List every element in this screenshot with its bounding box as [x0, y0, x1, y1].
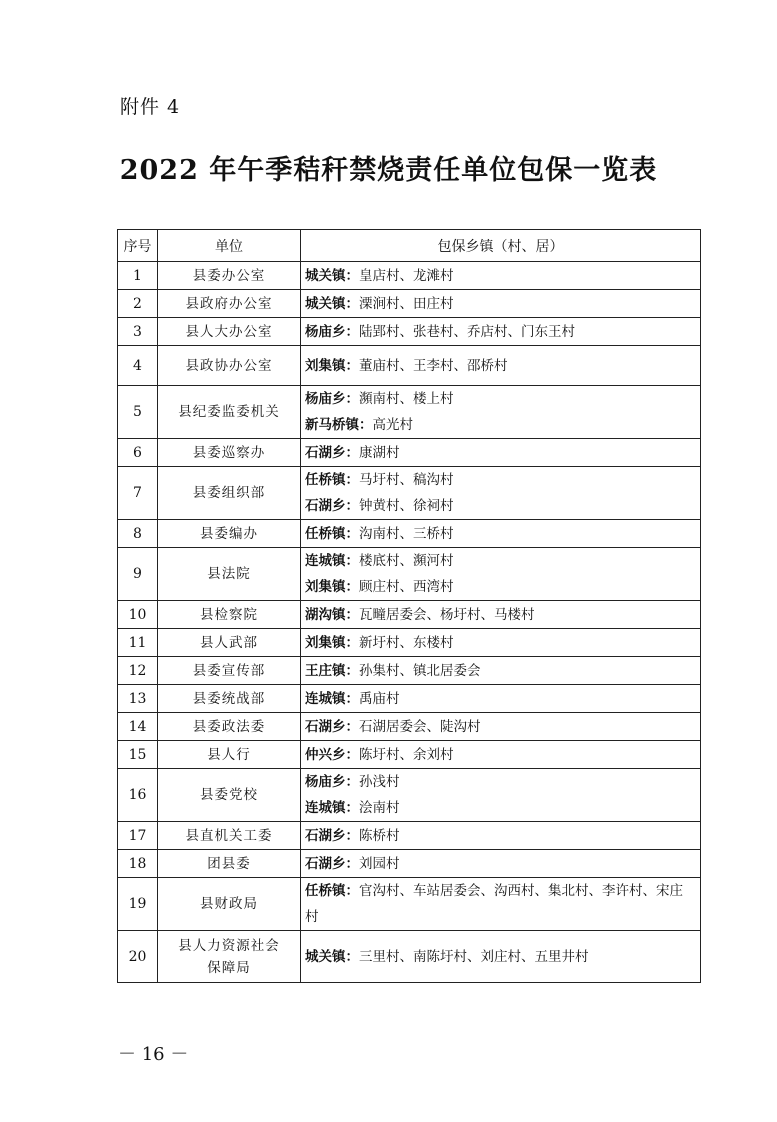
row-number: 16 [118, 769, 158, 822]
village-list: 浍南村 [359, 800, 400, 816]
unit-name: 县委巡察办 [158, 439, 301, 467]
row-number: 3 [118, 318, 158, 346]
town-group [305, 291, 696, 317]
unit-name: 县委编办 [158, 520, 301, 548]
table-row [118, 657, 701, 685]
town-name: 石湖乡： [305, 444, 359, 461]
villages-cell [301, 386, 701, 439]
town-name: 刘集镇： [305, 579, 359, 595]
unit-name: 县委办公室 [158, 262, 301, 290]
town-group [305, 319, 696, 345]
village-list: 顾庄村、西湾村 [359, 579, 454, 595]
table-row [118, 713, 701, 741]
town-group [305, 878, 696, 930]
table-row [118, 931, 701, 983]
town-group [305, 602, 696, 628]
row-number: 7 [118, 467, 158, 520]
village-list: 康湖村 [359, 444, 400, 461]
table-row [118, 262, 701, 290]
village-list: 陆郢村、张巷村、乔店村、门东王村 [359, 323, 575, 340]
unit-name: 县委宣传部 [158, 657, 301, 685]
row-number: 5 [118, 386, 158, 439]
town-name: 杨庙乡： [305, 774, 359, 790]
town-name: 杨庙乡： [305, 391, 359, 407]
attachment-label: 附件 4 [120, 96, 181, 118]
header-unit: 单位 [158, 230, 301, 262]
town-name: 城关镇： [305, 295, 359, 312]
table-row [118, 629, 701, 657]
villages-cell [301, 931, 701, 983]
unit-name: 县人大办公室 [158, 318, 301, 346]
town-group [305, 263, 696, 289]
town-name: 连城镇： [305, 690, 359, 707]
unit-name: 县委统战部 [158, 685, 301, 713]
villages-cell [301, 657, 701, 685]
row-number: 15 [118, 741, 158, 769]
table-body [118, 262, 701, 983]
villages-cell [301, 439, 701, 467]
villages-cell [301, 685, 701, 713]
table-row [118, 822, 701, 850]
town-group [305, 630, 696, 656]
villages-cell [301, 822, 701, 850]
villages-cell [301, 769, 701, 822]
unit-name: 县检察院 [158, 601, 301, 629]
header-no: 序号 [118, 230, 158, 262]
row-number: 6 [118, 439, 158, 467]
table-row [118, 346, 701, 386]
town-group [305, 574, 696, 600]
villages-cell [301, 878, 701, 931]
unit-name: 县政协办公室 [158, 346, 301, 386]
town-name: 连城镇： [305, 800, 359, 816]
town-group [305, 769, 696, 795]
villages-cell [301, 520, 701, 548]
town-name: 连城镇： [305, 553, 359, 569]
town-group [305, 742, 696, 768]
row-number: 9 [118, 548, 158, 601]
unit-name: 县财政局 [158, 878, 301, 931]
town-name: 王庄镇： [305, 662, 359, 679]
town-name: 任桥镇： [305, 472, 359, 488]
document-title: 2022 年午季秸秆禁烧责任单位包保一览表 [119, 155, 658, 186]
unit-name: 团县委 [158, 850, 301, 878]
town-group [305, 386, 696, 412]
town-group [305, 795, 696, 821]
table-row [118, 601, 701, 629]
village-list: 陈桥村 [359, 827, 400, 844]
villages-cell [301, 741, 701, 769]
town-name: 湖沟镇： [305, 606, 359, 623]
page-number: － 16 － [118, 1044, 189, 1065]
villages-cell [301, 318, 701, 346]
unit-name: 县委组织部 [158, 467, 301, 520]
villages-cell [301, 290, 701, 318]
villages-cell [301, 850, 701, 878]
village-list: 官沟村、车站居委会、沟西村、集北村、李许村、宋庄村 [305, 883, 683, 925]
village-list: 瀕南村、楼上村 [359, 391, 454, 407]
table-row [118, 685, 701, 713]
town-name: 刘集镇： [305, 634, 359, 651]
town-group [305, 823, 696, 849]
town-group [305, 353, 696, 379]
table-row [118, 439, 701, 467]
village-list: 孙集村、镇北居委会 [359, 662, 481, 679]
row-number: 11 [118, 629, 158, 657]
unit-name: 县人武部 [158, 629, 301, 657]
table-row [118, 548, 701, 601]
town-group [305, 944, 696, 970]
table-row [118, 769, 701, 822]
town-group [305, 521, 696, 547]
villages-cell [301, 601, 701, 629]
unit-name: 县法院 [158, 548, 301, 601]
town-name: 石湖乡： [305, 498, 359, 514]
villages-cell [301, 629, 701, 657]
town-group [305, 493, 696, 519]
village-list: 高光村 [372, 417, 413, 433]
table-row [118, 520, 701, 548]
table-header-row [118, 230, 701, 262]
row-number: 13 [118, 685, 158, 713]
village-list: 孙浅村 [359, 774, 400, 790]
table-row [118, 467, 701, 520]
town-group [305, 548, 696, 574]
table-row [118, 386, 701, 439]
village-list: 刘园村 [359, 855, 400, 872]
town-name: 新马桥镇： [305, 417, 373, 433]
table-row [118, 741, 701, 769]
unit-name: 县政府办公室 [158, 290, 301, 318]
row-number: 10 [118, 601, 158, 629]
village-list: 溧涧村、田庄村 [359, 295, 454, 312]
town-group [305, 467, 696, 493]
village-list: 石湖居委会、陡沟村 [359, 718, 481, 735]
town-name: 刘集镇： [305, 357, 359, 374]
village-list: 陈圩村、余刘村 [359, 746, 454, 763]
town-name: 仲兴乡： [305, 746, 359, 763]
unit-name: 县直机关工委 [158, 822, 301, 850]
town-name: 任桥镇： [305, 883, 359, 899]
town-group [305, 686, 696, 712]
table-row [118, 318, 701, 346]
town-name: 石湖乡： [305, 827, 359, 844]
town-name: 任桥镇： [305, 525, 359, 542]
village-list: 马圩村、稿沟村 [359, 472, 454, 488]
unit-name: 县人力资源社会保障局 [158, 931, 301, 983]
row-number: 18 [118, 850, 158, 878]
row-number: 4 [118, 346, 158, 386]
table-row [118, 290, 701, 318]
villages-cell [301, 467, 701, 520]
village-list: 沟南村、三桥村 [359, 525, 454, 542]
village-list: 禹庙村 [359, 690, 400, 707]
villages-cell [301, 346, 701, 386]
town-name: 杨庙乡： [305, 323, 359, 340]
village-list: 董庙村、王李村、邵桥村 [359, 357, 508, 374]
village-list: 新圩村、东楼村 [359, 634, 454, 651]
village-list: 钟黄村、徐祠村 [359, 498, 454, 514]
village-list: 瓦疃居委会、杨圩村、马楼村 [359, 606, 535, 623]
responsibility-table [117, 229, 701, 983]
header-villages: 包保乡镇（村、居） [301, 230, 701, 262]
row-number: 14 [118, 713, 158, 741]
town-name: 石湖乡： [305, 718, 359, 735]
town-group [305, 440, 696, 466]
row-number: 19 [118, 878, 158, 931]
villages-cell [301, 548, 701, 601]
row-number: 12 [118, 657, 158, 685]
village-list: 楼底村、瀕河村 [359, 553, 454, 569]
villages-cell [301, 262, 701, 290]
town-group [305, 412, 696, 438]
town-name: 城关镇： [305, 948, 359, 965]
village-list: 皇店村、龙滩村 [359, 267, 454, 284]
town-name: 石湖乡： [305, 855, 359, 872]
row-number: 20 [118, 931, 158, 983]
unit-name: 县委党校 [158, 769, 301, 822]
town-group [305, 851, 696, 877]
table-row [118, 878, 701, 931]
unit-name: 县委政法委 [158, 713, 301, 741]
row-number: 2 [118, 290, 158, 318]
row-number: 17 [118, 822, 158, 850]
villages-cell [301, 713, 701, 741]
town-group [305, 714, 696, 740]
unit-name: 县人行 [158, 741, 301, 769]
town-name: 城关镇： [305, 267, 359, 284]
table-row [118, 850, 701, 878]
town-group [305, 658, 696, 684]
unit-name: 县纪委监委机关 [158, 386, 301, 439]
row-number: 8 [118, 520, 158, 548]
village-list: 三里村、南陈圩村、刘庄村、五里井村 [359, 948, 589, 965]
row-number: 1 [118, 262, 158, 290]
